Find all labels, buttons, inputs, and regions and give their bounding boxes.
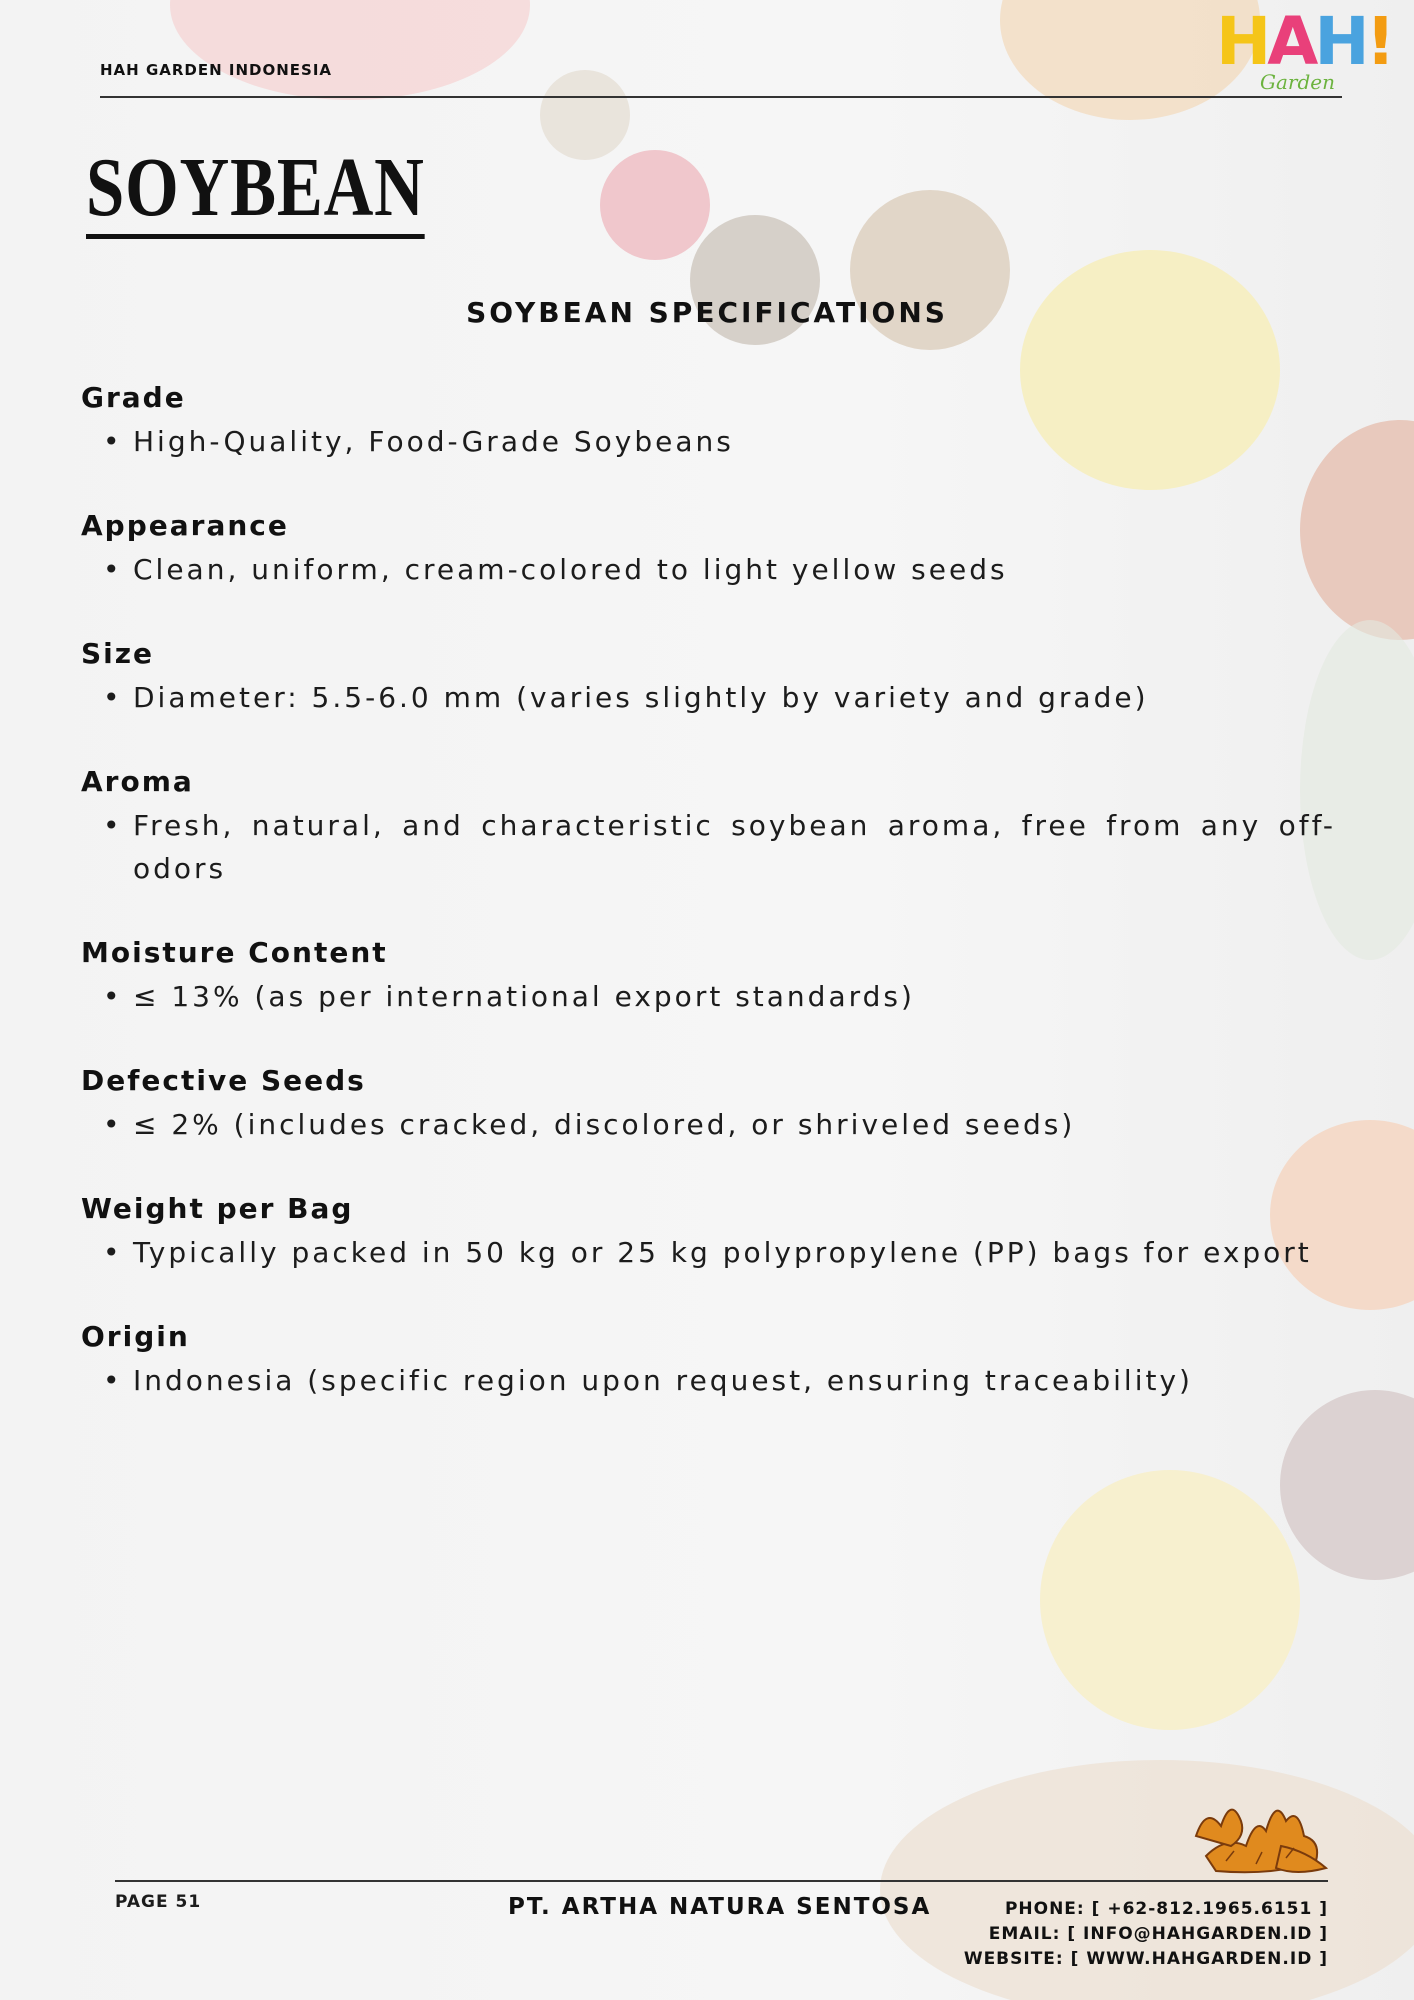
spec-item: • Typically packed in 50 kg or 25 kg polypropylene (PP) bags for export <box>133 1231 1336 1274</box>
company-name: PT. ARTHA NATURA SENTOSA <box>508 1894 932 1920</box>
spec-item: • ≤ 2% (includes cracked, discolored, or shriveled seeds) <box>133 1103 1336 1146</box>
spec-size <box>81 632 1336 719</box>
bullet-icon: • <box>103 809 123 842</box>
spec-item: • High-Quality, Food-Grade Soybeans <box>133 420 1336 463</box>
spec-origin <box>81 1315 1336 1402</box>
spec-heading: Moisture Content <box>81 936 388 969</box>
spec-heading: Origin <box>81 1320 190 1353</box>
spec-heading: Aroma <box>81 765 194 798</box>
spec-item: • ≤ 13% (as per international export standards) <box>133 975 1336 1018</box>
page-title: SOYBEAN <box>86 142 425 239</box>
spec-weight-per-bag <box>81 1187 1336 1274</box>
spec-item: • Clean, uniform, cream-colored to light yellow seeds <box>133 548 1336 591</box>
spec-grade <box>81 376 1336 463</box>
bullet-icon: • <box>103 1236 123 1269</box>
contact-phone: PHONE: [ +62-812.1965.6151 ] <box>1004 1899 1328 1919</box>
contact-email: EMAIL: [ INFO@HAHGARDEN.ID ] <box>988 1924 1328 1944</box>
spec-heading: Defective Seeds <box>81 1064 366 1097</box>
spec-item: • Diameter: 5.5-6.0 mm (varies slightly by variety and grade) <box>133 676 1336 719</box>
spec-item: • Fresh, natural, and characteristic soybean aroma, free from any off-odors <box>133 804 1336 890</box>
spec-moisture-content <box>81 931 1336 1018</box>
spec-heading: Size <box>81 637 155 670</box>
bullet-icon: • <box>103 553 123 586</box>
spec-aroma <box>81 760 1336 890</box>
page-number: PAGE 51 <box>115 1892 202 1912</box>
header-divider <box>100 96 1342 98</box>
logo-subtext: Garden <box>1260 70 1335 94</box>
hah-garden-logo <box>1216 3 1392 96</box>
spec-item: • Indonesia (specific region upon request, ensuring traceability) <box>133 1359 1336 1402</box>
spec-appearance <box>81 504 1336 591</box>
contact-website: WEBSITE: [ WWW.HAHGARDEN.ID ] <box>963 1949 1328 1969</box>
spec-defective-seeds <box>81 1059 1336 1146</box>
bullet-icon: • <box>103 980 123 1013</box>
bullet-icon: • <box>103 1108 123 1141</box>
spec-heading: Weight per Bag <box>81 1192 354 1225</box>
spec-heading: Appearance <box>81 509 289 542</box>
turmeric-illustration-icon <box>1186 1776 1332 1880</box>
logo-wordmark: HAH! <box>1216 3 1392 80</box>
footer-divider <box>115 1880 1328 1882</box>
brand-name: HAH GARDEN INDONESIA <box>100 61 333 79</box>
contact-info <box>964 1897 1328 1972</box>
bullet-icon: • <box>103 681 123 714</box>
spec-list <box>81 376 1336 1443</box>
section-subtitle: SOYBEAN SPECIFICATIONS <box>466 296 948 329</box>
bullet-icon: • <box>103 1364 123 1397</box>
bullet-icon: • <box>103 425 123 458</box>
spec-heading: Grade <box>81 381 186 414</box>
